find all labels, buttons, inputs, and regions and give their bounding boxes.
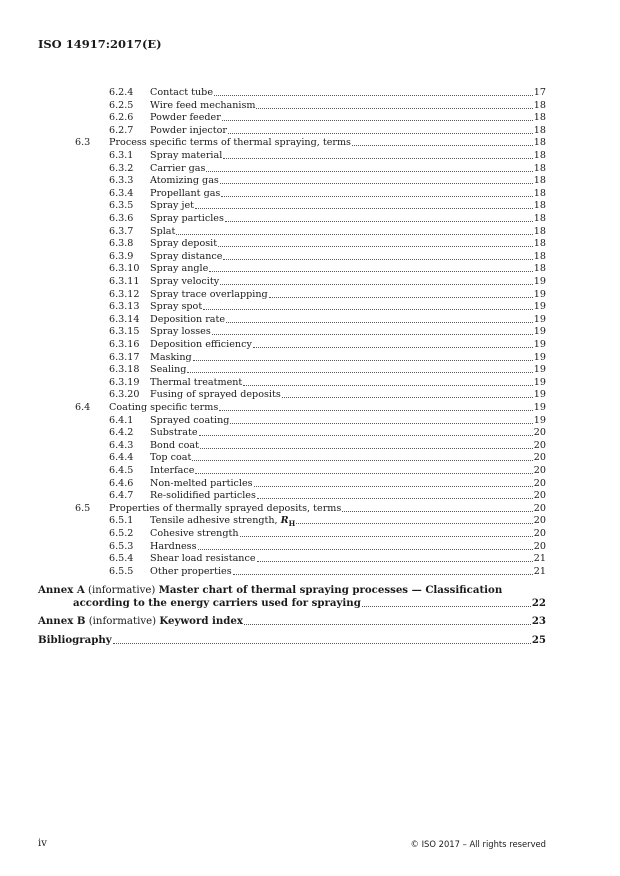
toc-entry-line [150, 566, 546, 579]
toc-entry-number: 6.3.4 [109, 187, 134, 199]
toc-entry[interactable] [0, 553, 620, 566]
leader-dots [257, 553, 533, 562]
toc-entry-line [109, 137, 546, 150]
toc-entry-title [150, 150, 222, 163]
toc-entry-line [150, 100, 546, 113]
toc-entry[interactable] [0, 263, 620, 276]
toc-entry-line [150, 276, 546, 289]
leader-dots [113, 634, 531, 644]
leader-dots [256, 100, 532, 109]
toc-entry-page: 18 [533, 200, 546, 212]
toc-entry[interactable] [0, 289, 620, 302]
toc-entry-page: 19 [533, 313, 546, 325]
toc-entry-title-text: Deposition efficiency [150, 339, 252, 350]
toc-entry-number: 6.3.13 [109, 301, 140, 313]
toc-entry[interactable] [0, 276, 620, 289]
toc-entry-line [150, 452, 546, 465]
toc-entry[interactable] [0, 251, 620, 264]
toc-entry[interactable] [0, 163, 620, 176]
toc-entry-title-text: Cohesive strength [150, 528, 239, 539]
toc-entry-number: 6.3.11 [109, 276, 140, 287]
leader-dots [362, 597, 531, 607]
toc-entry-line [150, 427, 546, 440]
toc-entry-title [109, 137, 351, 150]
toc-entry-title-text: Contact tube [150, 87, 214, 98]
toc-entry[interactable] [0, 440, 620, 453]
toc-entry-page: 19 [533, 326, 546, 338]
toc-entry-title-text: Wire feed mechanism [150, 99, 256, 111]
annex-b-kind: (informative) [88, 616, 157, 627]
leader-dots [195, 465, 532, 474]
toc-entry-page: 20 [533, 452, 546, 464]
toc-entry-line [150, 326, 546, 339]
toc-entry-page: 19 [533, 351, 546, 363]
toc-entry-page: 18 [533, 187, 546, 199]
toc-entry[interactable] [0, 188, 620, 201]
toc-entry-title-text: Spray spot [150, 301, 203, 313]
toc-entry-line [150, 339, 546, 352]
toc-entry-number: 6.3.18 [109, 364, 140, 376]
toc-entry-title [150, 440, 199, 453]
leader-dots [200, 440, 533, 449]
toc-entry-page: 19 [533, 339, 546, 350]
toc-entry-title-text: Sprayed coating [150, 414, 230, 426]
leader-dots [193, 352, 533, 361]
toc-entry-title [150, 112, 221, 125]
leader-dots [282, 389, 533, 398]
toc-entry-line [150, 226, 546, 239]
toc-entry[interactable] [0, 503, 620, 516]
leader-dots [222, 112, 533, 121]
toc-entry-line [150, 188, 546, 201]
toc-entry-line [150, 251, 546, 264]
leader-dots [226, 314, 533, 323]
leader-dots [342, 503, 532, 512]
toc-entry-line [150, 301, 546, 314]
toc-entry-number: 6.5.5 [109, 565, 134, 577]
toc-entry-line [150, 389, 546, 402]
toc-entry[interactable] [0, 427, 620, 440]
toc-entry-title [150, 415, 229, 428]
toc-entry-title [150, 125, 227, 138]
bibliography-title: Bibliography [38, 634, 112, 646]
toc-entry-number: 6.2.6 [109, 112, 134, 124]
toc-entry-line [150, 440, 546, 453]
leader-dots [212, 326, 533, 335]
toc-entry-page: 20 [533, 490, 546, 502]
toc-entry-line [150, 163, 546, 176]
toc-entry-title [150, 175, 219, 188]
toc-annex-a[interactable] [38, 584, 546, 610]
toc-entry-page: 20 [533, 528, 546, 539]
toc-entry-page: 18 [533, 124, 546, 136]
toc-entry-number: 6.5 [75, 502, 91, 514]
toc-entry[interactable] [0, 452, 620, 465]
toc-entry-page: 21 [533, 553, 546, 565]
toc-entry-title-text: Spray distance [150, 250, 223, 262]
toc-entry-page: 18 [533, 213, 546, 224]
toc-entry-title [150, 553, 256, 566]
toc-entry-title-text: Spray angle [150, 263, 209, 275]
toc-entry-number: 6.3.3 [109, 175, 134, 187]
toc-entry-line [150, 175, 546, 188]
toc-entry-title-text: Coating specific terms [109, 402, 219, 413]
toc-entry-line [109, 402, 546, 415]
toc-entry-page: 18 [533, 150, 546, 161]
toc-entry-number: 6.3.9 [109, 250, 134, 262]
leader-dots [198, 541, 533, 550]
toc-entry-page: 19 [533, 376, 546, 388]
toc-entry-page: 18 [533, 238, 546, 250]
toc-entry[interactable] [0, 301, 620, 314]
toc-entry-title [150, 326, 211, 339]
leader-dots [228, 125, 533, 134]
toc-entry-title-text: Carrier gas [150, 162, 206, 174]
toc-entry-line [109, 503, 546, 516]
toc-entry-line [150, 263, 546, 276]
toc-entry-title-text: Spray material [150, 150, 223, 161]
toc-entry-line [150, 553, 546, 566]
toc-entry-title [150, 289, 268, 302]
leader-dots [192, 452, 532, 461]
toc-entry-number: 6.2.7 [109, 124, 134, 136]
toc-entry-title-text: Masking [150, 351, 192, 363]
toc-entry-title-text: Spray jet [150, 200, 194, 212]
toc-entry-title-text: Non-melted particles [150, 477, 253, 489]
toc-entry-title-text: Spray velocity [150, 276, 220, 287]
toc-entry-title-text: Top coat [150, 452, 192, 464]
toc-entry-number: 6.3.1 [109, 150, 134, 161]
symbol-subscript: H [288, 519, 296, 529]
toc-entry-page: 18 [533, 225, 546, 237]
toc-entry-line [150, 490, 546, 503]
toc-entry-page: 19 [533, 301, 546, 313]
toc-entry-page: 18 [533, 263, 546, 275]
toc-entry[interactable] [0, 515, 620, 528]
toc-entry[interactable] [0, 150, 620, 163]
toc-entry-title-text: Shear load resistance [150, 553, 256, 565]
toc-entry-title-text: Deposition rate [150, 313, 226, 325]
toc-entry-number: 6.4.3 [109, 439, 134, 451]
page-number: iv [38, 838, 47, 849]
toc-entry-title-text: Powder injector [150, 124, 227, 136]
toc-entry-page: 19 [533, 414, 546, 426]
toc-entry[interactable] [0, 465, 620, 478]
toc-entry[interactable] [0, 364, 620, 377]
toc-entry-title [150, 263, 208, 276]
toc-annex-b[interactable] [38, 615, 546, 628]
toc-entry-title-text: Atomizing gas [150, 175, 219, 187]
leader-dots [296, 515, 533, 524]
leader-dots [244, 615, 531, 625]
toc-entry-title-text: Spray trace overlapping [150, 288, 268, 300]
toc-entry-line [150, 528, 546, 541]
toc-entry-title [150, 427, 198, 440]
toc-entry-title [150, 528, 239, 541]
toc-entry-page: 19 [533, 402, 546, 413]
toc-entry[interactable] [0, 100, 620, 113]
toc-entry-title [109, 503, 341, 516]
leader-dots [218, 238, 533, 247]
toc-entry-number: 6.5.2 [109, 528, 134, 539]
toc-entry-title [150, 226, 175, 239]
toc-entry-page: 19 [533, 389, 546, 401]
toc-entry-title-text: Spray deposit [150, 238, 218, 250]
toc-entry-number: 6.3.14 [109, 313, 140, 325]
toc-entry-page: 18 [533, 175, 546, 187]
leader-dots [233, 566, 533, 575]
symbol-italic: R [280, 515, 289, 527]
toc-entry-page: 20 [533, 465, 546, 476]
toc-entry-title [150, 87, 213, 100]
annex-b-title: Keyword index [159, 615, 243, 627]
toc-entry[interactable] [0, 125, 620, 138]
toc-entry-number: 6.3.17 [109, 351, 140, 363]
toc-entry-title [150, 478, 253, 491]
toc-entry[interactable] [0, 478, 620, 491]
toc-entry-number: 6.4.6 [109, 477, 134, 489]
toc-entry-page: 20 [533, 427, 546, 439]
leader-dots [269, 289, 533, 298]
toc-entry-line [150, 238, 546, 251]
bibliography-page: 25 [531, 634, 546, 646]
toc-entry-title-text: Propellant gas [150, 187, 221, 199]
toc-entry-title-text: Splat [150, 225, 176, 237]
toc-entry-page: 20 [533, 515, 546, 527]
toc-entry[interactable] [0, 226, 620, 239]
toc-entry-title [150, 276, 219, 289]
annex-a-page: 22 [531, 597, 546, 609]
toc-entry-title [150, 238, 217, 251]
toc-entry-title-text: Properties of thermally sprayed deposits, terms [109, 502, 342, 514]
toc-entry[interactable] [0, 490, 620, 503]
toc-entry-number: 6.5.4 [109, 553, 134, 565]
toc-entry-title [150, 100, 255, 113]
toc-entry-title [150, 389, 281, 402]
toc-entry-page: 18 [533, 162, 546, 174]
toc-entry[interactable] [0, 402, 620, 415]
toc-entry-line [150, 465, 546, 478]
toc-entry-page: 20 [533, 439, 546, 451]
toc-entry-title-text: Substrate [150, 427, 198, 439]
document-id-header: ISO 14917:2017(E) [38, 37, 162, 51]
toc-entry[interactable] [0, 377, 620, 390]
toc-entry-number: 6.3.12 [109, 288, 140, 300]
toc-entry-line [150, 112, 546, 125]
toc-entry-page: 18 [533, 112, 546, 124]
toc-entry-title-text: Tensile adhesive strength, [150, 515, 281, 527]
toc-entry-title [150, 301, 202, 314]
toc-entry-title [150, 352, 192, 365]
toc-entry-page: 19 [533, 364, 546, 376]
toc-entry-page: 18 [533, 99, 546, 111]
annex-a-kind: (informative) [87, 585, 156, 596]
toc-entry-title-text: Spray losses [150, 326, 211, 338]
toc-entry-line [150, 377, 546, 390]
toc-entry-title [150, 566, 232, 579]
toc-entry-title-text: Bond coat [150, 439, 199, 451]
leader-dots [223, 150, 533, 159]
toc-entry-title-text: Thermal treatment [150, 376, 243, 388]
leader-dots [176, 226, 532, 235]
toc-entry-line [150, 541, 546, 554]
toc-entry[interactable] [0, 213, 620, 226]
toc-entry-title-text: Sealing [150, 364, 187, 376]
toc-entry-number: 6.3.16 [109, 339, 140, 350]
leader-dots [221, 188, 532, 197]
leader-dots [209, 263, 533, 272]
toc-entry-number: 6.5.1 [109, 515, 134, 527]
toc-entry-title-text: Fusing of sprayed deposits [150, 389, 281, 401]
leader-dots [195, 200, 533, 209]
toc-entry-title [150, 490, 256, 503]
leader-dots [220, 175, 533, 184]
toc-entry-title [150, 452, 191, 465]
toc-entry-title-text: Other properties [150, 565, 232, 577]
annex-a-title-line1: Master chart of thermal spraying processes — Classification [158, 584, 503, 596]
toc-entry-line [150, 87, 546, 100]
leader-dots [257, 490, 533, 499]
toc-entry-page: 19 [533, 288, 546, 300]
toc-entry[interactable] [0, 200, 620, 213]
toc-entry-title-text: Hardness [150, 540, 197, 552]
toc-entry[interactable] [0, 566, 620, 579]
annex-b-label: Annex B [38, 615, 86, 627]
toc-entry-title [150, 200, 194, 213]
toc-entry[interactable] [0, 339, 620, 352]
toc-entry-title [150, 465, 194, 478]
leader-dots [203, 301, 533, 310]
leader-dots [219, 402, 533, 411]
toc-entry-line [150, 314, 546, 327]
toc-entry-title-text: Powder feeder [150, 112, 221, 124]
leader-dots [243, 377, 533, 386]
annex-b-page: 23 [531, 615, 546, 627]
toc-entry-title-text: Process specific terms of thermal spraying, terms [109, 137, 351, 149]
toc-entry-number: 6.3.19 [109, 376, 140, 388]
toc-entry-page: 20 [533, 540, 546, 552]
toc-entry-line [150, 478, 546, 491]
toc-entry-number: 6.5.3 [109, 540, 134, 552]
toc-entry[interactable] [0, 137, 620, 150]
annex-a-label: Annex A [38, 584, 85, 596]
leader-dots [220, 276, 533, 285]
toc-entry-number: 6.3.2 [109, 162, 134, 174]
toc-entry-title [150, 188, 220, 201]
toc-entry-line [150, 213, 546, 226]
toc-entry-number: 6.3.10 [109, 263, 140, 275]
toc-entry-number: 6.3 [75, 137, 91, 149]
toc-entry-number: 6.3.5 [109, 200, 134, 212]
toc-entry[interactable] [0, 314, 620, 327]
toc-bibliography[interactable] [38, 634, 546, 647]
toc-entry-title [150, 314, 225, 327]
toc-entry-number: 6.4.4 [109, 452, 134, 464]
toc-entry-page: 20 [533, 502, 546, 514]
leader-dots [187, 364, 532, 373]
toc-entry-title [150, 364, 186, 377]
toc-entry-page: 21 [533, 565, 546, 577]
toc-entry-title [150, 163, 205, 176]
toc-entry-line [150, 364, 546, 377]
toc-entry-line [150, 200, 546, 213]
toc-entry-number: 6.3.7 [109, 225, 134, 237]
toc-entry[interactable] [0, 238, 620, 251]
toc-entry[interactable] [0, 326, 620, 339]
toc-entry-number: 6.3.15 [109, 326, 140, 338]
toc-entry-number: 6.2.5 [109, 99, 134, 111]
toc-entry-number: 6.4.5 [109, 465, 134, 476]
toc-entry-page: 20 [533, 477, 546, 489]
toc-entry-title [150, 541, 197, 554]
toc-entry[interactable] [0, 415, 620, 428]
leader-dots [214, 87, 533, 96]
toc-entry-page: 19 [533, 276, 546, 287]
annex-a-title-line2: according to the energy carriers used for spraying [73, 597, 361, 609]
toc-entry[interactable] [0, 175, 620, 188]
toc-entry-page: 18 [533, 250, 546, 262]
toc-entry-number: 6.3.6 [109, 213, 134, 224]
toc-entry-line [150, 125, 546, 138]
leader-dots [223, 251, 532, 260]
toc-entry-title [150, 339, 252, 352]
toc-entry-number: 6.3.8 [109, 238, 134, 250]
toc-entry-title [150, 213, 224, 226]
toc-entry-line [150, 150, 546, 163]
toc-entry-line [150, 289, 546, 302]
toc-entry-title [150, 377, 242, 390]
toc-entry-number: 6.4.1 [109, 414, 134, 426]
toc-entry-title-text: Interface [150, 465, 195, 476]
leader-dots [253, 339, 533, 348]
leader-dots [199, 427, 533, 436]
toc-entry-number: 6.4 [75, 402, 91, 413]
toc-entry-page: 17 [533, 87, 546, 98]
toc-entry[interactable] [0, 112, 620, 125]
toc-entry-page: 18 [533, 137, 546, 149]
toc-entry[interactable] [0, 528, 620, 541]
toc-entry-number: 6.4.7 [109, 490, 134, 502]
toc-entry-title [109, 402, 218, 415]
toc-entry-title-text: Spray particles [150, 213, 224, 224]
leader-dots [254, 478, 533, 487]
toc-entry-line [150, 352, 546, 365]
leader-dots [352, 137, 533, 146]
leader-dots [206, 163, 532, 172]
toc-entry-title [150, 251, 222, 264]
toc-entry-number: 6.2.4 [109, 87, 134, 98]
toc-entry-number: 6.3.20 [109, 389, 140, 401]
leader-dots [240, 528, 533, 537]
toc-entry[interactable] [0, 87, 620, 100]
leader-dots [230, 415, 532, 424]
leader-dots [225, 213, 533, 222]
toc-entry-title-text: Re-solidified particles [150, 490, 256, 502]
toc-entry[interactable] [0, 389, 620, 402]
copyright-notice: © ISO 2017 – All rights reserved [410, 839, 546, 849]
toc-entry-line [150, 415, 546, 428]
toc-entry[interactable] [0, 541, 620, 554]
toc-entry-number: 6.4.2 [109, 427, 134, 439]
toc-entry[interactable] [0, 352, 620, 365]
